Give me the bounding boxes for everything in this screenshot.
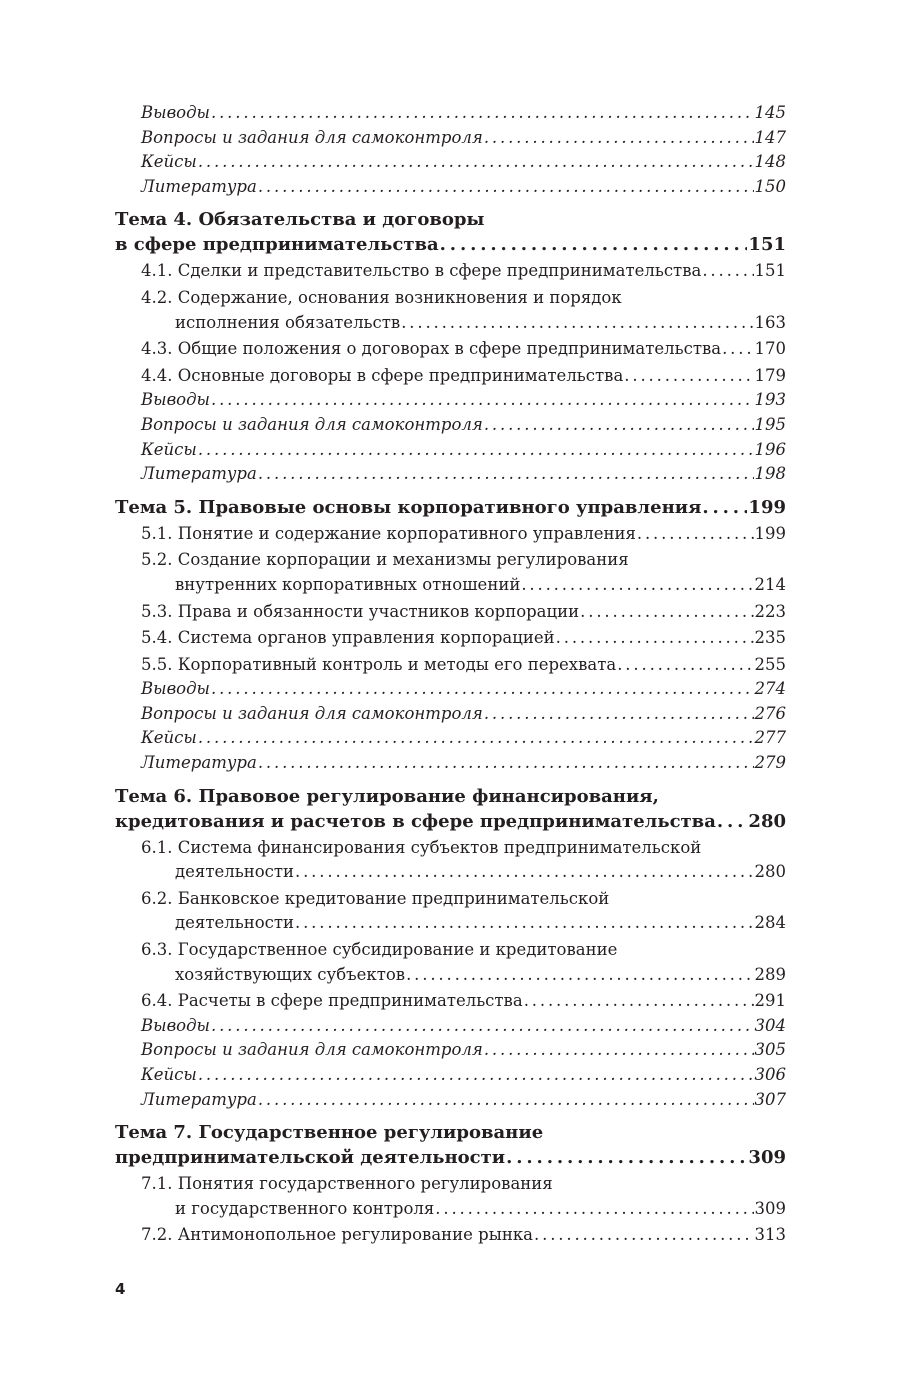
toc-entry-leader-row [141, 653, 786, 678]
leader-dots [211, 1014, 754, 1039]
toc-page-number: 291 [754, 991, 786, 1011]
toc-entry-section[interactable] [115, 938, 786, 987]
leader-dots [534, 1223, 753, 1248]
toc-entry-apparatus[interactable] [115, 150, 786, 175]
leader-dots [702, 259, 753, 284]
toc-entry-title-line: 5.2. Создание корпорации и механизмы регулирования [141, 550, 629, 570]
toc-entry-section[interactable] [115, 1172, 786, 1221]
toc-page-number: 274 [754, 679, 786, 699]
toc-page-number: 277 [754, 728, 786, 748]
leader-dots [401, 311, 753, 336]
toc-entry-title: Вопросы и задания для самоконтроля [141, 1040, 483, 1060]
toc-entry-apparatus[interactable] [115, 101, 786, 126]
toc-entry-apparatus[interactable] [115, 1088, 786, 1113]
leader-dots [556, 626, 754, 651]
leader-dots [198, 726, 754, 751]
toc-page-number: 195 [754, 414, 786, 434]
leader-dots [211, 677, 754, 702]
toc-page-number: 284 [754, 913, 786, 933]
toc-entry-section[interactable] [115, 548, 786, 597]
toc-entry-apparatus[interactable] [115, 126, 786, 151]
toc-entry-section[interactable] [115, 626, 786, 651]
toc-entry-apparatus[interactable] [115, 677, 786, 702]
toc-entry-leader-row [141, 1197, 786, 1222]
toc-entry-title: Выводы [141, 103, 210, 122]
leader-dots [617, 653, 753, 678]
leader-dots [211, 101, 754, 126]
toc-entry-title-line: 7.1. Понятия государственного регулирования [141, 1174, 553, 1194]
toc-entry-section[interactable] [115, 337, 786, 362]
toc-entry-title: Литература [141, 753, 257, 773]
toc-entry-title: исполнения обязательств [175, 312, 401, 332]
toc-entry-leader-row [141, 1063, 786, 1088]
toc-entry-title: деятельности [175, 862, 294, 882]
leader-dots [521, 573, 753, 598]
toc-entry-title-line: 6.3. Государственное субсидирование и кредитование [141, 940, 618, 960]
leader-dots [295, 911, 754, 936]
leader-dots [484, 1038, 754, 1063]
leader-dots [524, 989, 754, 1014]
toc-page-number: 214 [754, 574, 786, 594]
toc-entry-title-line: 6.2. Банковское кредитование предпринимательской [141, 888, 610, 908]
toc-entry-leader-row [141, 311, 786, 336]
toc-page-number: 193 [754, 390, 786, 410]
toc-entry-title-line: 4.2. Содержание, основания возникновения и порядок [141, 287, 622, 307]
toc-entry-leader-row [141, 126, 786, 151]
toc-page-number: 199 [748, 496, 786, 518]
toc-entry-leader-row [141, 1014, 786, 1039]
toc-page-number: 309 [754, 1198, 786, 1218]
toc-entry-title: Вопросы и задания для самоконтроля [141, 414, 483, 434]
toc-entry-leader-row [141, 413, 786, 438]
toc-page-number: 235 [754, 628, 786, 648]
toc-entry-apparatus[interactable] [115, 751, 786, 776]
toc-entry-leader-row [141, 175, 786, 200]
toc-entry-title: 4.4. Основные договоры в сфере предпринимательства [141, 365, 624, 385]
toc-entry-apparatus[interactable] [115, 175, 786, 200]
toc-entry-section[interactable] [115, 653, 786, 678]
toc-page-number: 196 [754, 439, 786, 459]
toc-entry-title-line: Тема 4. Обязательства и договоры [115, 209, 485, 231]
toc-entry-title: 5.3. Права и обязанности участников корпорации [141, 601, 580, 621]
toc-entry-leader-row [141, 1038, 786, 1063]
toc-entry-leader-row [141, 911, 786, 936]
toc-page-number: 305 [754, 1040, 786, 1060]
toc-entry-section[interactable] [115, 259, 786, 284]
toc-entry-title: Литература [141, 1089, 257, 1109]
toc-entry-leader-row [141, 726, 786, 751]
toc-entry-leader-row [141, 573, 786, 598]
table-of-contents [115, 101, 786, 1248]
toc-entry-leader-row [115, 495, 786, 520]
toc-entry-title: Литература [141, 176, 257, 196]
toc-entry-apparatus[interactable] [115, 702, 786, 727]
toc-page-number: 304 [754, 1015, 786, 1035]
toc-entry-apparatus[interactable] [115, 413, 786, 438]
toc-entry-title: 6.4. Расчеты в сфере предпринимательства [141, 991, 523, 1011]
toc-topic-heading[interactable] [115, 207, 786, 257]
toc-entry-apparatus[interactable] [115, 1014, 786, 1039]
toc-page-number: 307 [754, 1089, 786, 1109]
toc-entry-title: 4.3. Общие положения о договорах в сфере предпринимательства [141, 339, 722, 359]
toc-page-number: 148 [754, 152, 786, 172]
leader-dots [484, 413, 754, 438]
leader-dots [406, 963, 753, 988]
leader-dots [198, 150, 754, 175]
toc-page-number: 289 [754, 964, 786, 984]
toc-entry-leader-row [141, 600, 786, 625]
toc-entry-section[interactable] [115, 364, 786, 389]
toc-entry-leader-row [141, 989, 786, 1014]
toc-entry-title: 5.4. Система органов управления корпорацией [141, 628, 555, 648]
toc-page-number: 199 [754, 523, 786, 543]
toc-entry-title: деятельности [175, 913, 294, 933]
toc-entry-title: 4.1. Сделки и представительство в сфере предпринимательства [141, 261, 702, 281]
toc-entry-leader-row [115, 809, 786, 834]
leader-dots [258, 751, 754, 776]
toc-entry-leader-row [141, 150, 786, 175]
leader-dots [624, 364, 753, 389]
toc-entry-title: в сфере предпринимательства [115, 234, 439, 256]
toc-entry-leader-row [141, 364, 786, 389]
toc-entry-title: Выводы [141, 1015, 210, 1035]
toc-page-number: 309 [748, 1147, 786, 1169]
toc-page-number: 306 [754, 1065, 786, 1084]
leader-dots [717, 809, 748, 834]
toc-page-number: 150 [754, 176, 786, 196]
leader-dots [258, 175, 754, 200]
toc-entry-title: Выводы [141, 390, 210, 410]
toc-entry-title: Кейсы [141, 152, 197, 172]
leader-dots [295, 860, 754, 885]
toc-entry-leader-row [141, 626, 786, 651]
toc-entry-leader-row [141, 1088, 786, 1113]
toc-entry-apparatus[interactable] [115, 462, 786, 487]
toc-entry-leader-row [141, 963, 786, 988]
toc-entry-title-line: 6.1. Система финансирования субъектов предпринимательской [141, 837, 702, 857]
toc-entry-leader-row [141, 388, 786, 413]
toc-page-number: 280 [748, 810, 786, 832]
leader-dots [506, 1145, 747, 1170]
toc-entry-apparatus[interactable] [115, 388, 786, 413]
leader-dots [637, 522, 754, 547]
toc-entry-title: Литература [141, 464, 257, 484]
toc-entry-title: 5.5. Корпоративный контроль и методы его перехвата [141, 654, 617, 674]
toc-entry-leader-row [115, 1145, 786, 1170]
toc-entry-leader-row [141, 101, 786, 126]
toc-entry-section[interactable] [115, 836, 786, 885]
toc-page-number: 163 [754, 312, 786, 332]
toc-entry-leader-row [141, 522, 786, 547]
toc-entry-leader-row [141, 1223, 786, 1248]
toc-entry-title: Тема 5. Правовые основы корпоративного управления [115, 496, 702, 518]
toc-topic-heading[interactable] [115, 784, 786, 834]
toc-page-number: 313 [754, 1225, 786, 1245]
toc-page-number: 145 [754, 103, 786, 122]
toc-page-number: 276 [754, 703, 786, 723]
toc-entry-title: Кейсы [141, 439, 197, 459]
toc-topic-heading[interactable] [115, 495, 786, 520]
toc-entry-title: кредитования и расчетов в сфере предпринимательства [115, 810, 716, 832]
leader-dots [198, 438, 754, 463]
toc-entry-title-line: Тема 6. Правовое регулирование финансирования, [115, 785, 659, 807]
toc-entry-apparatus[interactable] [115, 1063, 786, 1088]
toc-entry-title: и государственного контроля [175, 1198, 435, 1218]
toc-entry-title: Кейсы [141, 728, 197, 748]
toc-entry-leader-row [141, 259, 786, 284]
leader-dots [484, 126, 754, 151]
leader-dots [484, 702, 754, 727]
toc-entry-section[interactable] [115, 286, 786, 335]
toc-entry-title: 5.1. Понятие и содержание корпоративного управления [141, 523, 636, 543]
leader-dots [722, 337, 753, 362]
toc-entry-title: Выводы [141, 679, 210, 699]
toc-page-number: 151 [754, 261, 786, 281]
toc-entry-leader-row [115, 232, 786, 257]
toc-entry-section[interactable] [115, 989, 786, 1014]
leader-dots [258, 1088, 754, 1113]
toc-entry-leader-row [141, 702, 786, 727]
toc-entry-leader-row [141, 462, 786, 487]
toc-entry-section[interactable] [115, 887, 786, 936]
leader-dots [435, 1197, 753, 1222]
toc-entry-title-line: Тема 7. Государственное регулирование [115, 1122, 544, 1144]
toc-entry-section[interactable] [115, 600, 786, 625]
toc-entry-leader-row [141, 337, 786, 362]
toc-page-number: 280 [754, 862, 786, 882]
toc-entry-leader-row [141, 751, 786, 776]
toc-entry-apparatus[interactable] [115, 438, 786, 463]
toc-entry-title: Вопросы и задания для самоконтроля [141, 703, 483, 723]
toc-entry-section[interactable] [115, 522, 786, 547]
leader-dots [440, 232, 748, 257]
toc-entry-title: хозяйствующих субъектов [175, 964, 406, 984]
leader-dots [580, 600, 753, 625]
toc-entry-leader-row [141, 438, 786, 463]
toc-page-number: 179 [754, 365, 786, 385]
toc-entry-title: внутренних корпоративных отношений [175, 574, 521, 594]
toc-entry-apparatus[interactable] [115, 1038, 786, 1063]
leader-dots [198, 1063, 754, 1088]
toc-entry-apparatus[interactable] [115, 726, 786, 751]
toc-page-number: 198 [754, 464, 786, 484]
leader-dots [702, 495, 747, 520]
leader-dots [211, 388, 754, 413]
toc-topic-heading[interactable] [115, 1120, 786, 1170]
toc-entry-title: предпринимательской деятельности [115, 1147, 506, 1169]
toc-entry-title: Вопросы и задания для самоконтроля [141, 127, 483, 147]
toc-page-number: 170 [754, 339, 786, 359]
toc-entry-leader-row [141, 860, 786, 885]
toc-page-number: 223 [754, 601, 786, 621]
toc-page-number: 279 [754, 753, 786, 773]
toc-entry-leader-row [141, 677, 786, 702]
toc-page-number: 255 [754, 654, 786, 674]
toc-page-number: 151 [748, 234, 786, 256]
toc-entry-title: Кейсы [141, 1065, 197, 1084]
toc-page-number: 147 [754, 127, 786, 147]
toc-entry-title: 7.2. Антимонопольное регулирование рынка [141, 1225, 534, 1245]
toc-entry-section[interactable] [115, 1223, 786, 1248]
page-number: 4 [115, 1280, 126, 1298]
leader-dots [258, 462, 754, 487]
